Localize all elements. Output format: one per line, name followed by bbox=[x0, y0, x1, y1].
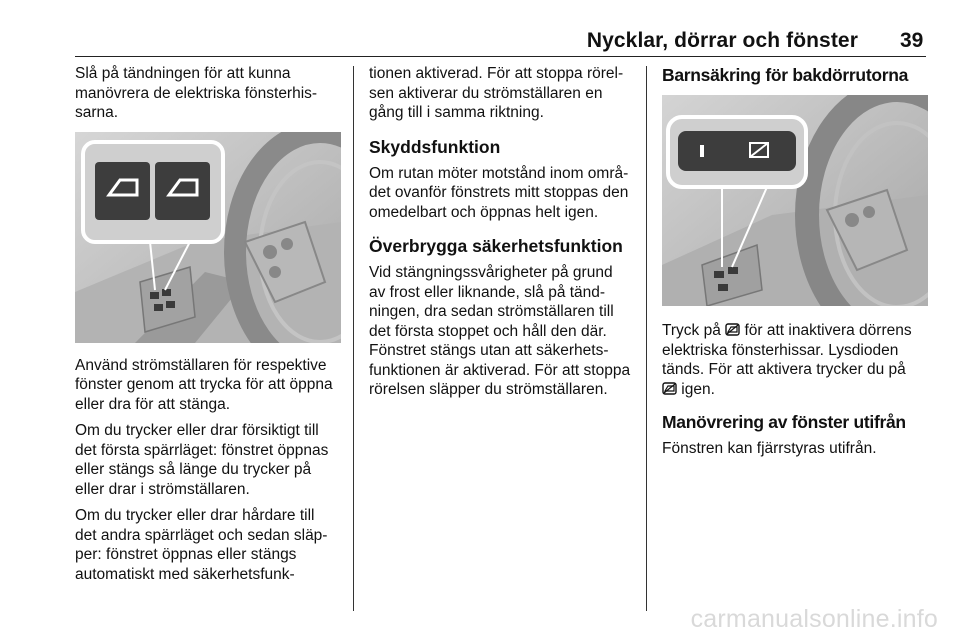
page-header-title: Nycklar, dörrar och fönster bbox=[586, 29, 858, 52]
column-3 bbox=[662, 64, 928, 466]
paragraph-3: Om du trycker eller drar hårdare till det andra spärrläget och sedan släp- per: fönstret öppnas eller stängs automatiskt med säkerhetsfunk- bbox=[75, 507, 328, 583]
window-switch-drawing bbox=[75, 132, 341, 343]
paragraph-continuation: tionen aktiverad. För att stoppa rörel- sen aktiverar du strömställaren en gång till i samma riktning. bbox=[369, 65, 624, 121]
intro-paragraph: Slå på tändningen för att kunna manövrera de elektriska fönsterhis- sarna. bbox=[75, 65, 318, 121]
paragraph-skyddsfunktion: Om rutan möter motstånd inom områ- det ovanför fönstrets mitt stoppas den omedelbart och öppnas helt igen. bbox=[369, 164, 629, 221]
heading-barnsakring: Barnsäkring för bakdörrutorna bbox=[662, 65, 909, 85]
heading-overbrygga: Överbrygga säkerhetsfunktion bbox=[369, 236, 623, 256]
column-2 bbox=[369, 64, 635, 407]
child-lock-illustration bbox=[662, 95, 928, 306]
text-igen: igen. bbox=[677, 380, 715, 398]
column-1 bbox=[75, 64, 341, 591]
column-divider-1 bbox=[353, 66, 354, 611]
child-lock-drawing bbox=[662, 95, 928, 306]
column-divider-2 bbox=[646, 66, 647, 611]
child-lock-window-icon bbox=[725, 322, 740, 335]
text-tryck-pa: Tryck på bbox=[662, 322, 726, 339]
paragraph-overbrygga: Vid stängningssvårigheter på grund av frost eller liknande, slå på tänd- ningen, dra sedan strömställaren till det första stoppet och håll den där. Fönstret stängs utan att säkerhets- funktionen är aktiverad. För att stoppa rörelsen släpper du strömställaren. bbox=[369, 264, 631, 398]
paragraph-barnsakring bbox=[662, 321, 928, 399]
paragraph-manovrering: Fönstren kan fjärrstyras utifrån. bbox=[662, 440, 877, 457]
text-inaktivera: för att inaktivera dörrens elektriska fönsterhissar. Lysdioden tänds. För att aktivera trycker du på bbox=[662, 322, 912, 378]
header-rule bbox=[75, 56, 926, 57]
watermark: carmanualsonline.info bbox=[690, 605, 938, 633]
heading-skyddsfunktion: Skyddsfunktion bbox=[369, 136, 501, 157]
window-switch-illustration bbox=[75, 132, 341, 343]
page-number: 39 bbox=[900, 29, 924, 52]
heading-manovrering: Manövrering av fönster utifrån bbox=[662, 412, 906, 432]
paragraph-2: Om du trycker eller drar försiktigt till det första spärrläget: fönstret öppnas eller stängs så länge du trycker på eller drar i strömställaren. bbox=[75, 422, 329, 498]
child-lock-window-icon bbox=[662, 381, 677, 394]
paragraph-1: Använd strömställaren för respektive fönster genom att trycka för att öppna eller dra för att stänga. bbox=[75, 356, 333, 413]
